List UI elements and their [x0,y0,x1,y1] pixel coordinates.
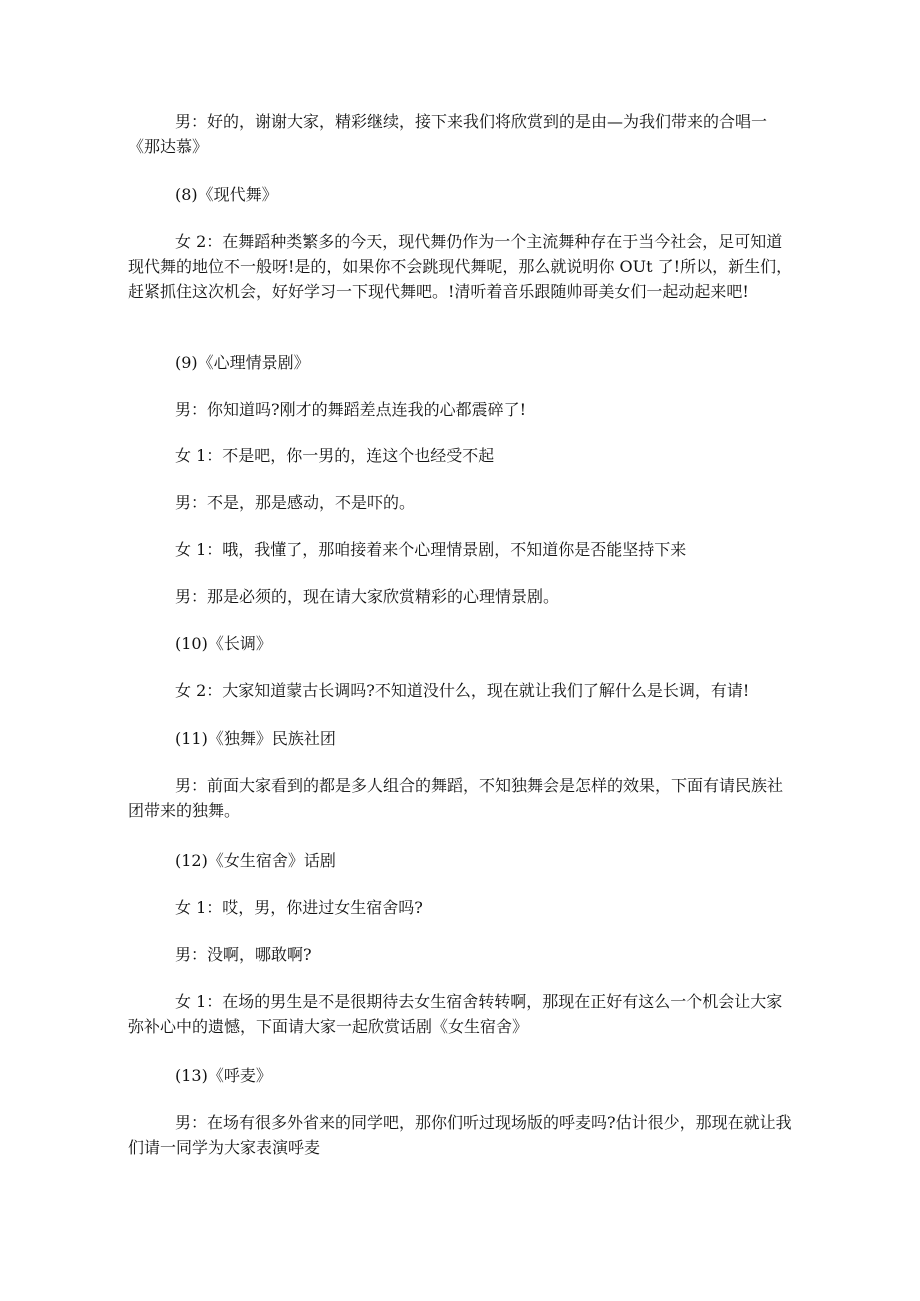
paragraph-12: (11)《独舞》民族社团 [175,729,336,748]
paragraph-10: (10)《长调》 [175,634,272,653]
paragraph-3: 女 2：在舞蹈种类繁多的今天，现代舞仍作为一个主流舞种存在于当今社会，足可知道现代舞的地位不一般呀!是的，如果你不会跳现代舞呢，那么就说明你 OUt 了!所以，新生们，赶紧抓住这次机会，好好学习一下现代舞吧。!清听着音乐跟随帅哥美女们一起动起来吧! [128,232,793,301]
paragraph-19: 男：在场有很多外省来的同学吧，那你们听过现场版的呼麦吗?估计很少，那现在就让我们请一同学为大家表演呼麦 [128,1113,792,1157]
paragraph-15: 女 1：哎，男，你进过女生宿舍吗? [175,898,423,917]
paragraph-7: 男：不是，那是感动，不是吓的。 [175,493,416,512]
paragraph-4: (9)《心理情景剧》 [175,353,310,372]
paragraph-5: 男：你知道吗?刚才的舞蹈差点连我的心都震碎了! [175,400,527,419]
paragraph-16: 男：没啊，哪敢啊? [175,945,312,964]
paragraph-8: 女 1：哦，我懂了，那咱接着来个心理情景剧，不知道你是否能坚持下来 [175,540,687,559]
paragraph-11: 女 2：大家知道蒙古长调吗?不知道没什么，现在就让我们了解什么是长调，有请! [175,681,750,700]
paragraph-13: 男：前面大家看到的都是多人组合的舞蹈，不知独舞会是怎样的效果，下面有请民族社团带来的独舞。 [128,776,784,820]
paragraph-17: 女 1：在场的男生是不是很期待去女生宿舍转转啊，那现在正好有这么一个机会让大家弥补心中的遗憾，下面请大家一起欣赏话剧《女生宿舍》 [128,992,783,1036]
paragraph-9: 男：那是必须的，现在请大家欣赏精彩的心理情景剧。 [175,587,560,606]
paragraph-18: (13)《呼麦》 [175,1066,272,1085]
paragraph-6: 女 1：不是吧，你一男的，连这个也经受不起 [175,446,495,465]
paragraph-2: (8)《现代舞》 [175,185,278,204]
paragraph-1: 男：好的，谢谢大家，精彩继续，接下来我们将欣赏到的是由—为我们带来的合唱一《那达慕》 [128,112,768,156]
paragraph-14: (12)《女生宿舍》话剧 [175,851,336,870]
